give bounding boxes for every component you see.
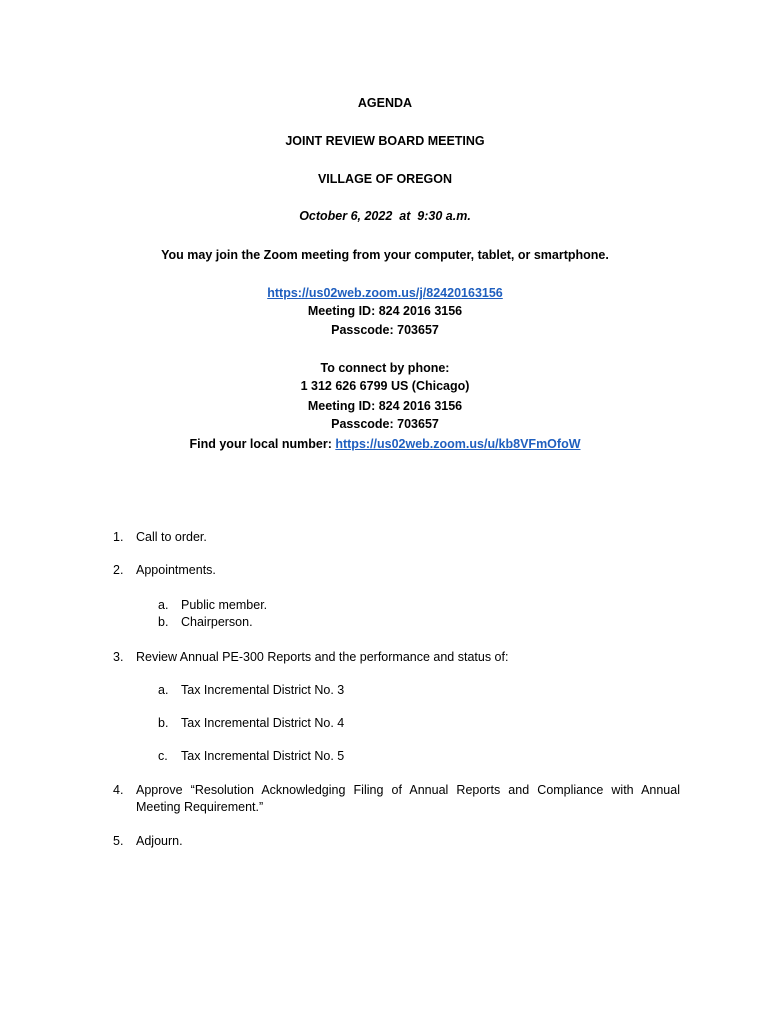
agenda-item-4-text bbox=[136, 782, 680, 816]
zoom-link-line bbox=[0, 284, 770, 302]
item-number: 1. bbox=[113, 530, 124, 544]
phone-number: 1 312 626 6799 US (Chicago) bbox=[300, 379, 470, 393]
item-text: Call to order. bbox=[136, 530, 207, 544]
item-number: 5. bbox=[113, 834, 124, 848]
sub-item-3b bbox=[0, 715, 770, 732]
sub-item-text: Tax Incremental District No. 4 bbox=[181, 716, 345, 730]
zoom-meeting-id: Meeting ID: 824 2016 3156 bbox=[307, 304, 463, 318]
agenda-item-5 bbox=[0, 833, 770, 850]
sub-item-letter: b. bbox=[158, 615, 169, 629]
local-number-link[interactable]: https://us02web.zoom.us/u/kb8VFmOfoW bbox=[335, 437, 581, 451]
zoom-meeting-link[interactable]: https://us02web.zoom.us/j/82420163156 bbox=[267, 286, 503, 300]
local-number-label: Find your local number: bbox=[189, 437, 336, 451]
phone-passcode: Passcode: 703657 bbox=[331, 417, 439, 431]
item-text-line-1: Approve “Resolution Acknowledging Filing of Annual Reports and Compliance with Annual bbox=[136, 783, 680, 797]
item-text: Appointments. bbox=[136, 563, 216, 577]
agenda-item-3 bbox=[0, 649, 770, 666]
sub-item-letter: c. bbox=[158, 749, 168, 763]
item-text-line-2: Meeting Requirement.” bbox=[136, 800, 264, 814]
sub-item-letter: a. bbox=[158, 598, 169, 612]
local-number-line bbox=[0, 435, 770, 453]
meeting-date-time: October 6, 2022 at 9:30 a.m. bbox=[299, 209, 471, 223]
item-number: 3. bbox=[113, 650, 124, 664]
sub-item-text: Chairperson. bbox=[181, 615, 253, 629]
sub-item-text: Tax Incremental District No. 3 bbox=[181, 683, 345, 697]
item-number: 2. bbox=[113, 563, 124, 577]
item-number: 4. bbox=[113, 783, 124, 797]
meeting-name: JOINT REVIEW BOARD MEETING bbox=[285, 134, 485, 148]
agenda-title: AGENDA bbox=[357, 96, 413, 110]
zoom-intro: You may join the Zoom meeting from your computer, tablet, or smartphone. bbox=[161, 248, 609, 262]
sub-item-text: Public member. bbox=[181, 598, 268, 612]
item-text: Review Annual PE-300 Reports and the performance and status of: bbox=[136, 650, 509, 664]
sub-item-text: Tax Incremental District No. 5 bbox=[181, 749, 345, 763]
phone-meeting-id: Meeting ID: 824 2016 3156 bbox=[307, 399, 463, 413]
agenda-item-1 bbox=[0, 529, 770, 546]
item-text: Adjourn. bbox=[136, 834, 183, 848]
village-name: VILLAGE OF OREGON bbox=[317, 172, 453, 186]
sub-item-2b bbox=[0, 614, 770, 631]
sub-item-2a bbox=[0, 597, 770, 614]
agenda-item-2 bbox=[0, 562, 770, 579]
sub-item-letter: b. bbox=[158, 716, 169, 730]
sub-item-3a bbox=[0, 682, 770, 699]
phone-heading: To connect by phone: bbox=[320, 361, 450, 375]
sub-item-letter: a. bbox=[158, 683, 169, 697]
sub-item-3c bbox=[0, 748, 770, 765]
zoom-passcode: Passcode: 703657 bbox=[331, 323, 439, 337]
